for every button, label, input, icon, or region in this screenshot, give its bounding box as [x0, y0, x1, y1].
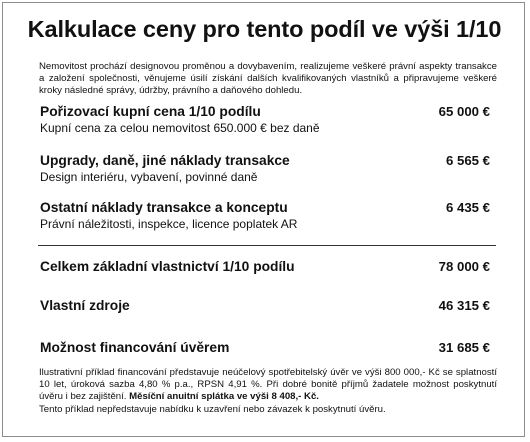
total-row-value: 31 685 € — [438, 340, 490, 355]
cost-row-description: Právní náležitosti, inspekce, licence poplatek AR — [40, 217, 298, 231]
total-row-value: 46 315 € — [438, 298, 490, 313]
calculation-panel — [2, 2, 525, 437]
total-row-label: Možnost financování úvěrem — [40, 340, 230, 355]
total-row-loan-financing — [40, 340, 490, 355]
total-row-ownership — [40, 259, 490, 274]
cost-row-description: Kupní cena za celou nemovitost 650.000 € bez daně — [40, 121, 320, 135]
total-row-value: 78 000 € — [438, 259, 490, 274]
cost-row-purchase-price — [40, 104, 490, 135]
cost-row-upgrades — [40, 153, 490, 184]
total-row-own-funds — [40, 298, 490, 313]
page-title: Kalkulace ceny pro tento podíl ve výši 1/10 — [27, 16, 502, 42]
section-divider — [38, 245, 496, 246]
cost-row-value: 6 565 € — [446, 153, 490, 168]
cost-row-value: 6 435 € — [446, 200, 490, 215]
monthly-installment-text: Měsíční anuitní splátka ve výši 8 408,- Kč. — [129, 391, 319, 403]
intro-paragraph: Nemovitost prochází designovou proměnou a dovybavením, realizujeme veškeré právní aspekty transakce a založení společnosti, věnujeme úsilí získání dalších kvalifikovaných vlastníků a připravujeme veškeré kroky následné správy, údržby, právního a daňového dohledu. — [39, 61, 497, 97]
financing-note-text: Ilustrativní příklad financování představuje neúčelový spotřebitelský úvěr ve výši 800 000,- Kč se splatností 10 let, úroková sazba 4,80 % p.a., RPSN 4,91 %. Při dobré bonitě příjmů žadatele možnost poskytnutí úvěru i bez zajištění. — [39, 367, 497, 403]
cost-row-label: Ostatní náklady transakce a konceptu — [40, 200, 288, 215]
financing-note — [39, 367, 497, 416]
cost-row-label: Pořizovací kupní cena 1/10 podílu — [40, 104, 261, 119]
cost-row-other-costs — [40, 200, 490, 231]
cost-row-value: 65 000 € — [438, 104, 490, 119]
total-row-label: Vlastní zdroje — [40, 298, 130, 313]
cost-row-label: Upgrady, daně, jiné náklady transakce — [40, 153, 290, 168]
cost-row-description: Design interiéru, vybavení, povinné daně — [40, 170, 258, 184]
total-row-label: Celkem základní vlastnictví 1/10 podílu — [40, 259, 295, 274]
disclaimer-text: Tento příklad nepředstavuje nabídku k uzavření nebo závazek k poskytnutí úvěru. — [39, 403, 386, 415]
